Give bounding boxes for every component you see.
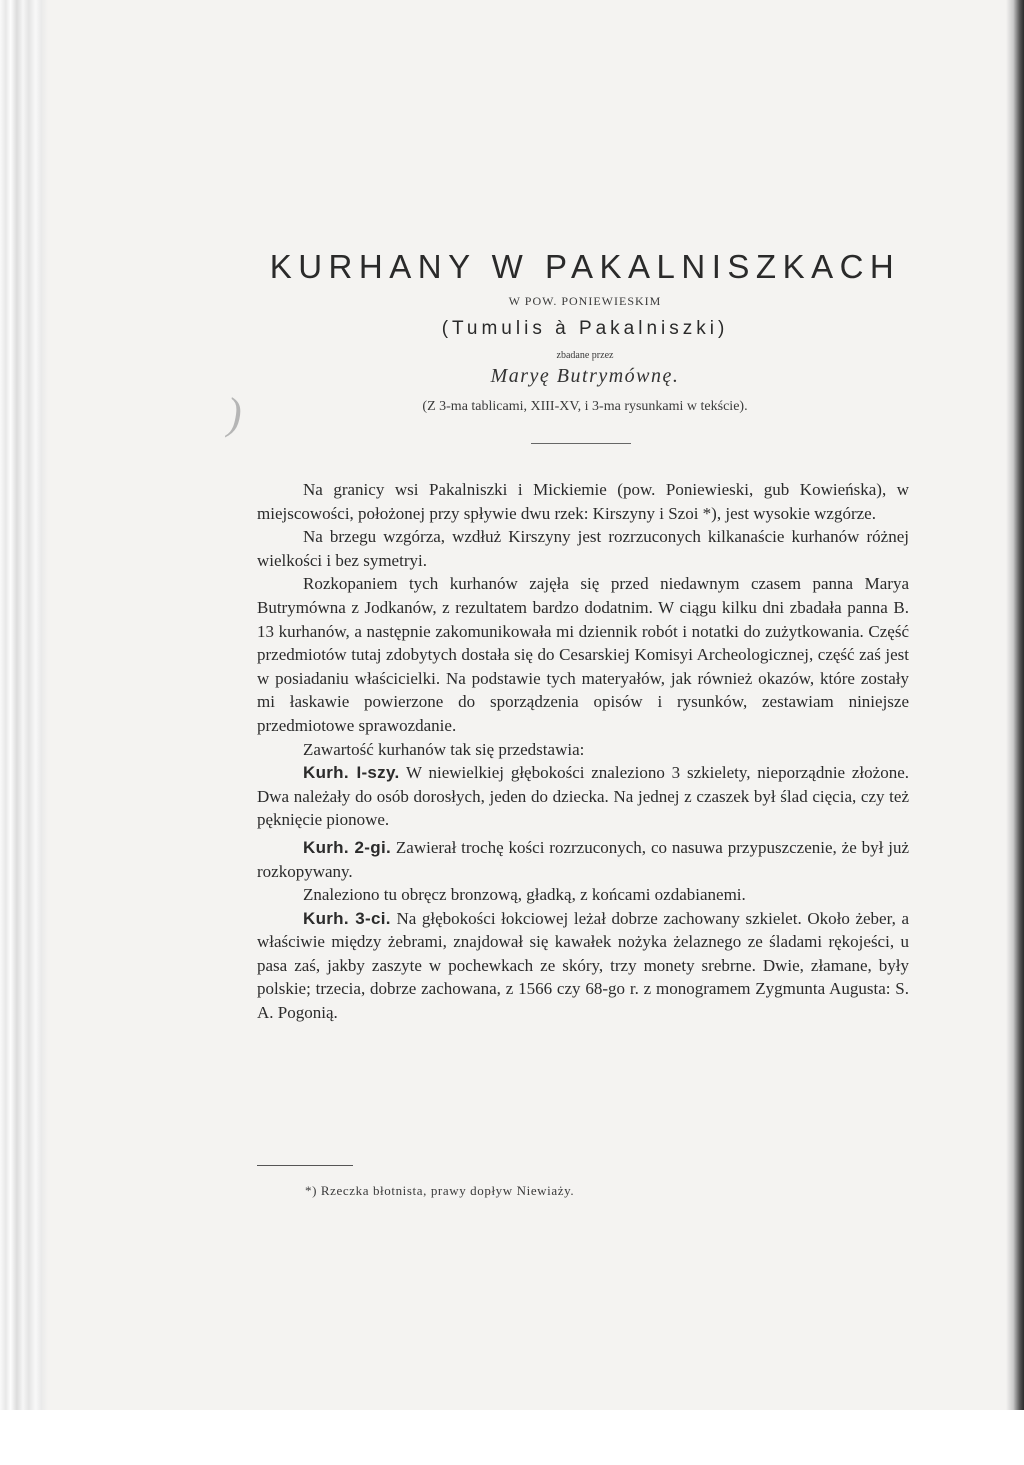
by-label: zbadane przez xyxy=(556,350,614,361)
latin-subtitle: (Tumulis à Pakalniszki) xyxy=(441,318,729,339)
kurhan-1-paragraph xyxy=(257,761,909,832)
kurhan-2-label: Kurh. 2-gi. xyxy=(303,837,391,857)
scan-margin-bottom xyxy=(0,1410,1024,1465)
book-gutter xyxy=(0,0,48,1410)
paragraph-3: Rozkopaniem tych kurhanów zajęła się przed niedawnym czasem panna Marya Butrymówna z Jodkanów, z rezultatem bardzo dodatnim. W ciągu kilku dni zbadała panna B. 13 kurhanów, a następnie zakomunikowała mi dziennik robót i notatki do zużytkowania. Część przedmiotów tutaj zdobytych dostała się do Cesarskiej Komisyi Archeologicznej, część zaś jest w posiadaniu właścicielki. Na podstawie tych materyałów, jak również okazów, które zostały mi łaskawie powierzone do sporządzenia opisów i rysunków, zestawiam niniejsze przedmiotowe sprawozdanie. xyxy=(257,574,909,735)
kurhan-2-paragraph xyxy=(257,836,909,883)
plates-note: (Z 3-ma tablicami, XIII-XV, i 3-ma rysunkami w tekście). xyxy=(422,399,748,414)
article-title: KURHANY W PAKALNISZKACH xyxy=(269,248,901,285)
district-subtitle: W POW. PONIEWIESKIM xyxy=(508,294,662,308)
paragraph-4: Zawartość kurhanów tak się przedstawia: xyxy=(303,739,585,759)
kurhan-3-paragraph xyxy=(257,907,909,1025)
footnote: *) Rzeczka błotnista, prawy dopływ Niewiaży. xyxy=(305,1183,575,1198)
page-edge-shadow xyxy=(1006,0,1024,1410)
kurhan-3-label: Kurh. 3-ci. xyxy=(303,908,391,928)
kurhan-1-label: Kurh. I-szy. xyxy=(303,763,400,783)
paragraph-2: Na brzegu wzgórza, wzdłuż Kirszyny jest rozrzuconych kilkanaście kurhanów różnej wielkości i bez symetryi. xyxy=(257,527,909,570)
article-body xyxy=(257,478,909,1025)
footnote-divider xyxy=(257,1165,353,1166)
author-name: Maryę Butrymównę. xyxy=(490,365,680,387)
margin-pencil-mark: ) xyxy=(227,389,242,438)
paragraph-5: Znaleziono tu obręcz bronzową, gładką, z końcami ozdabianemi. xyxy=(303,885,746,905)
kurhan-2-text: Zawierał trochę kości rozrzuconych, co nasuwa przypuszczenie, że był już rozkopywany. xyxy=(257,837,910,881)
title-divider xyxy=(531,443,631,444)
kurhan-1-text: W niewielkiej głębokości znaleziono 3 szkielety, nieporządnie złożone. Dwa należały do osób dorosłych, jeden do dziecka. Na jednej z czaszek był ślad cięcia, czy też pęknięcie pionowe. xyxy=(257,763,909,830)
kurhan-3-text: Na głębokości łokciowej leżał dobrze zachowany szkielet. Około żeber, a właściwie między żebrami, znajdował się kawałek nożyka żelaznego ze śladami rękojeści, u pasa zaś, jakby zaszyte w pochewkach ze skóry, trzy monety srebrne. Dwie, złamane, były polskie; trzecia, dobrze zachowana, z 1566 czy 68-go r. z monogramem Zygmunta Augusta: S. A. Pogonią. xyxy=(257,908,909,1023)
paragraph-1: Na granicy wsi Pakalniszki i Mickiemie (pow. Poniewieski, gub Kowieńska), w miejscowości, położonej przy spływie dwu rzek: Kirszyny i Szoi *), jest wysokie wzgórze. xyxy=(257,480,909,523)
